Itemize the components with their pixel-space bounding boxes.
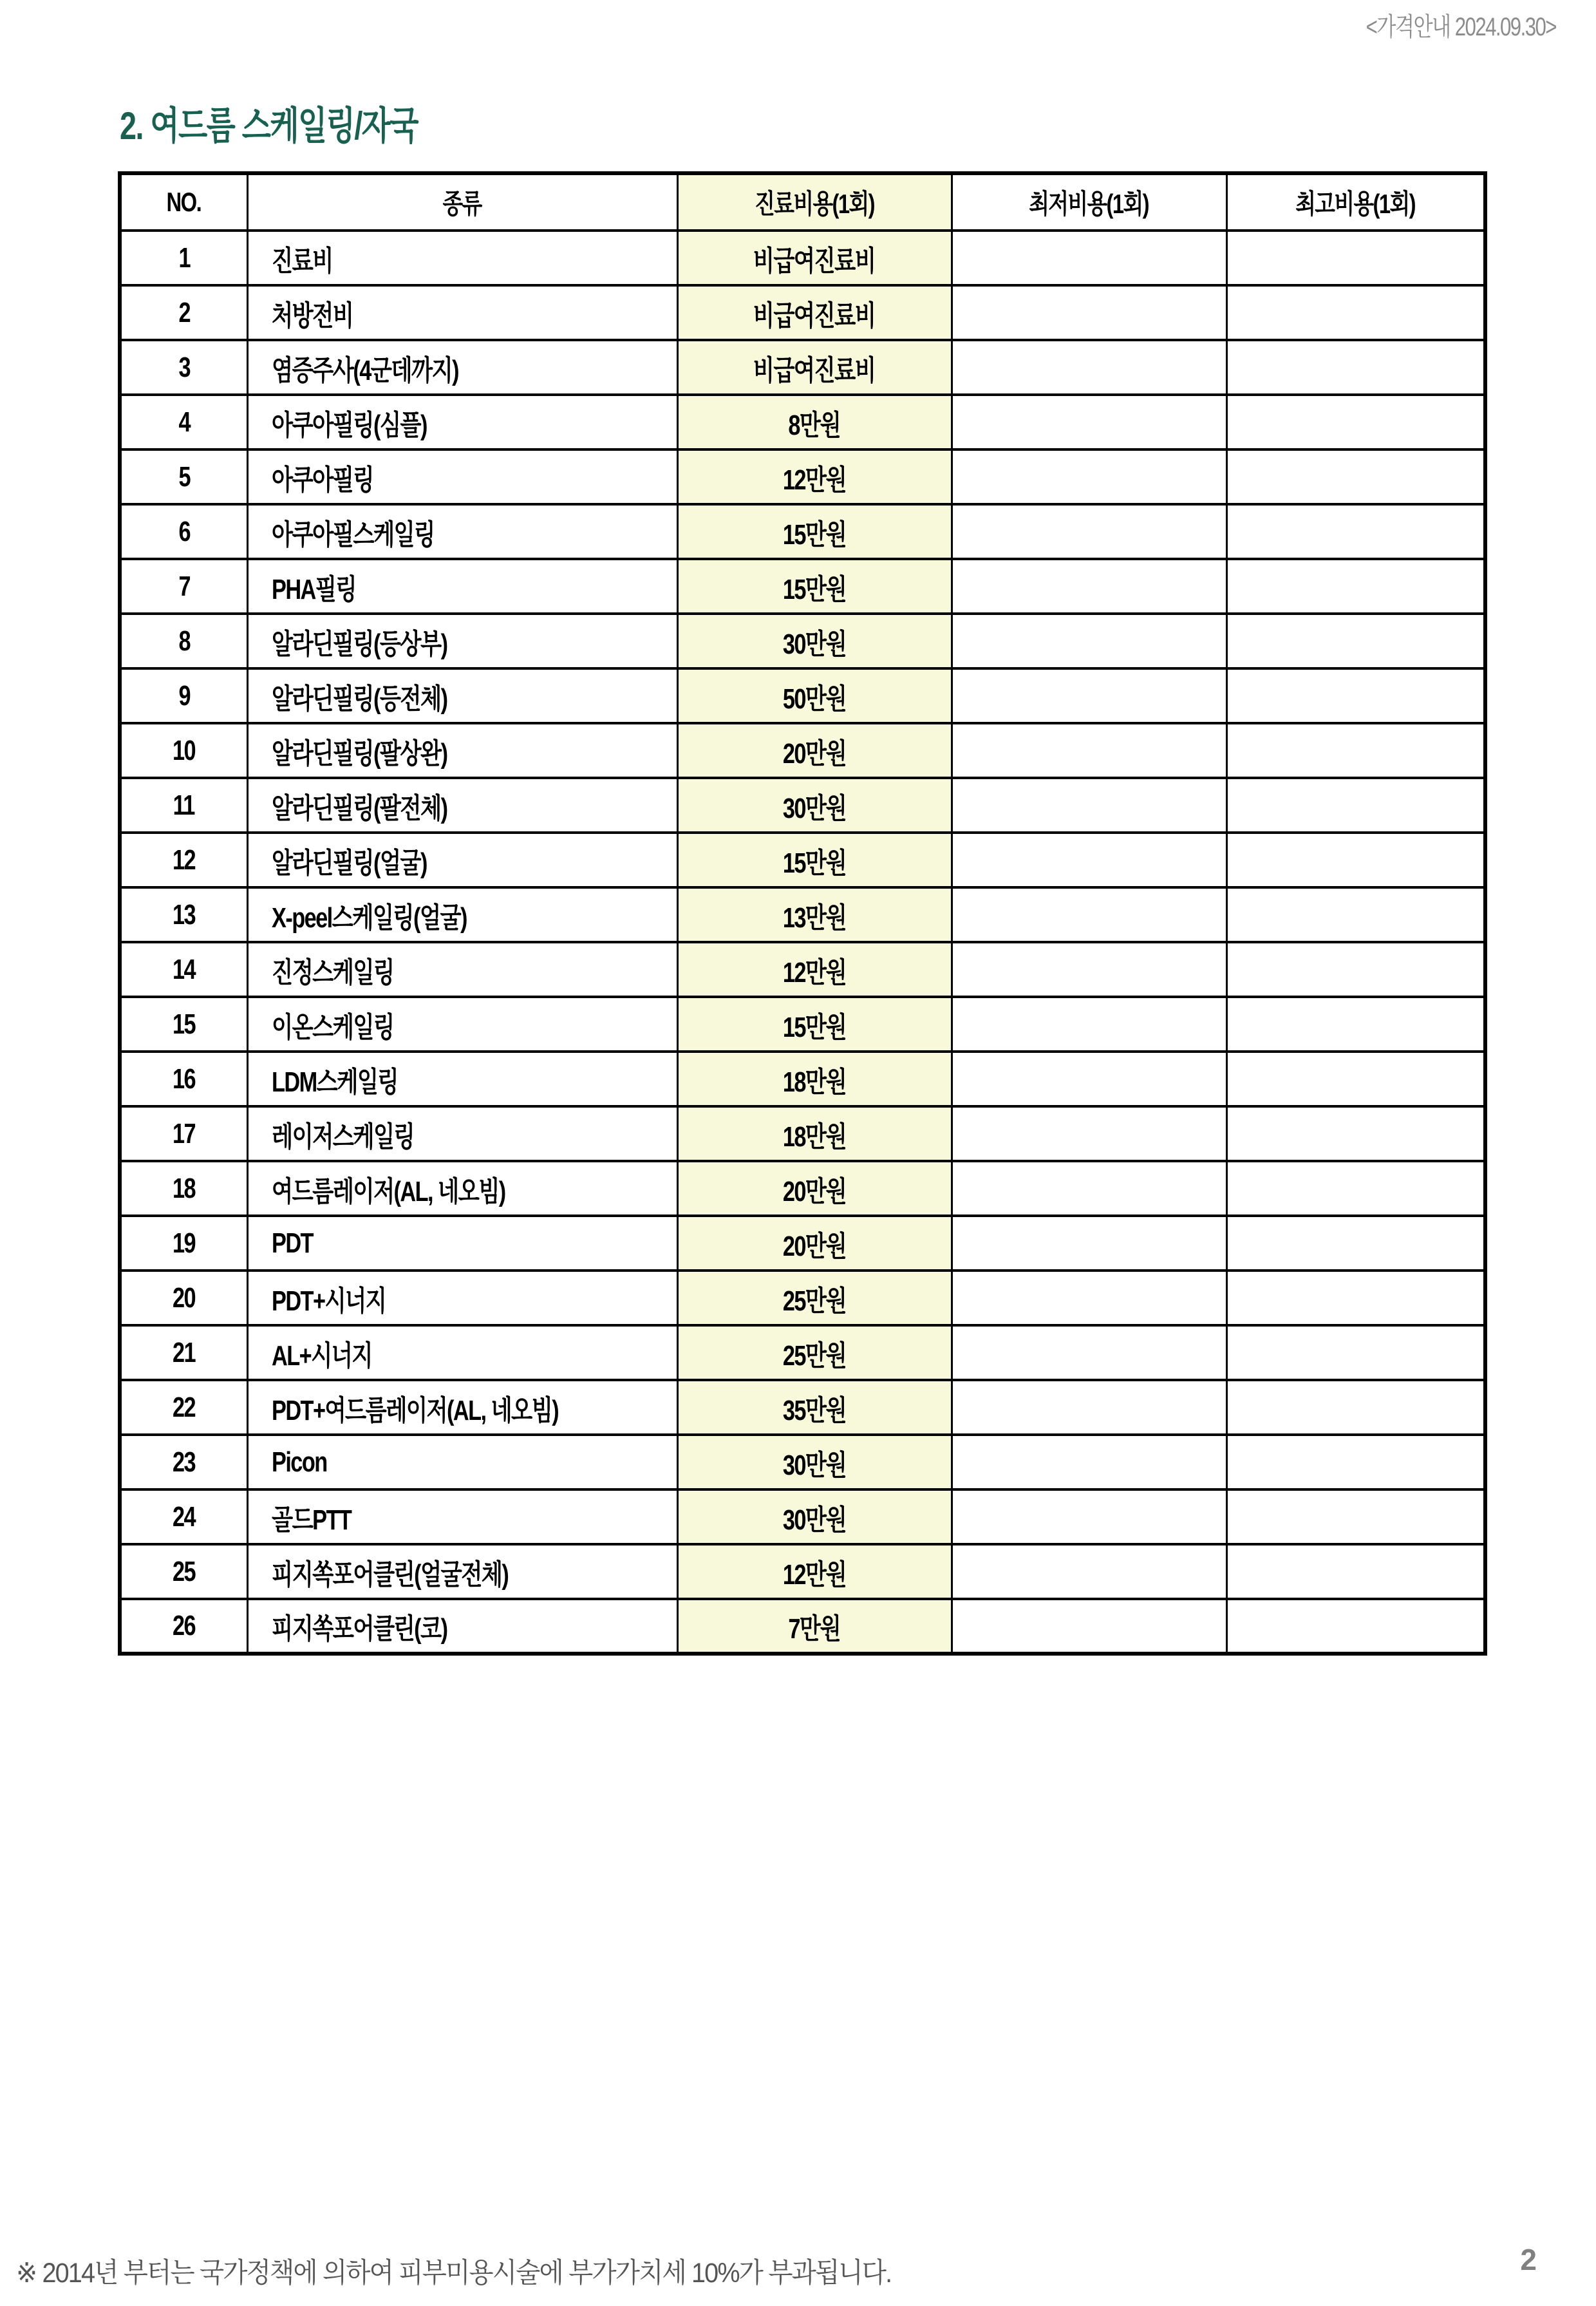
row-number-cell — [120, 231, 247, 285]
table-row — [120, 1052, 1485, 1106]
treatment-cost-cell — [677, 1435, 952, 1489]
row-number: 25 — [173, 1555, 196, 1587]
row-number-cell — [120, 614, 247, 668]
treatment-cost-cell — [677, 340, 952, 395]
row-number: 8 — [178, 625, 190, 657]
treatment-cost-cell — [677, 1544, 952, 1599]
treatment-cost-cell — [677, 285, 952, 340]
max-cost-cell — [1226, 449, 1485, 504]
min-cost-cell — [952, 833, 1226, 887]
treatment-type-cell — [247, 1106, 677, 1161]
treatment-cost: 12만원 — [782, 1558, 847, 1591]
table-row — [120, 504, 1485, 559]
max-cost-cell — [1226, 1052, 1485, 1106]
max-cost-cell — [1226, 231, 1485, 285]
table-row — [120, 1544, 1485, 1599]
treatment-cost-cell — [677, 778, 952, 833]
min-cost-cell — [952, 723, 1226, 778]
treatment-cost: 비급여진료비 — [753, 245, 876, 277]
treatment-type: 진정스케일링 — [271, 956, 394, 988]
treatment-cost-cell — [677, 614, 952, 668]
row-number-cell — [120, 887, 247, 942]
min-cost-cell — [952, 997, 1226, 1052]
treatment-cost: 12만원 — [782, 464, 847, 496]
treatment-type-cell — [247, 1216, 677, 1271]
row-number: 5 — [178, 460, 190, 493]
row-number: 7 — [178, 570, 190, 602]
treatment-type-cell — [247, 1489, 677, 1544]
row-number-cell — [120, 449, 247, 504]
max-cost-cell — [1226, 1599, 1485, 1654]
header-type-cell — [247, 173, 677, 231]
min-cost-cell — [952, 778, 1226, 833]
treatment-cost: 18만원 — [782, 1120, 847, 1153]
row-number-cell — [120, 285, 247, 340]
treatment-type: PDT+여드름레이저(AL, 네오빔) — [271, 1394, 558, 1426]
treatment-type-cell — [247, 614, 677, 668]
treatment-cost-cell — [677, 833, 952, 887]
row-number: 24 — [173, 1500, 196, 1533]
treatment-type-cell — [247, 997, 677, 1052]
treatment-cost-cell — [677, 1271, 952, 1325]
row-number: 1 — [178, 241, 190, 274]
min-cost-cell — [952, 887, 1226, 942]
min-cost-cell — [952, 504, 1226, 559]
treatment-type-cell — [247, 395, 677, 449]
row-number-cell — [120, 1325, 247, 1380]
treatment-type: 알라딘필링(등전체) — [271, 683, 447, 715]
header-max-cost-cell — [1226, 173, 1485, 231]
treatment-type: 아쿠아필스케일링 — [271, 518, 435, 551]
max-cost-cell — [1226, 668, 1485, 723]
min-cost-cell — [952, 285, 1226, 340]
treatment-type-cell — [247, 559, 677, 614]
header-no-cell — [120, 173, 247, 231]
max-cost-cell — [1226, 1380, 1485, 1435]
treatment-type: PDT+시너지 — [271, 1285, 386, 1317]
row-number: 6 — [178, 515, 190, 547]
row-number-cell — [120, 1271, 247, 1325]
table-row — [120, 833, 1485, 887]
header-min-cost-cell — [952, 173, 1226, 231]
treatment-type: 피지쏙포어클린(얼굴전체) — [271, 1558, 508, 1591]
treatment-cost-cell — [677, 668, 952, 723]
row-number: 14 — [173, 953, 196, 985]
row-number-cell — [120, 723, 247, 778]
treatment-type-cell — [247, 1380, 677, 1435]
min-cost-cell — [952, 559, 1226, 614]
treatment-type: 아쿠아필링 — [271, 464, 373, 496]
table-row — [120, 778, 1485, 833]
min-cost-cell — [952, 1380, 1226, 1435]
max-cost-cell — [1226, 285, 1485, 340]
row-number-cell — [120, 997, 247, 1052]
table-row — [120, 1325, 1485, 1380]
price-guide-date-note — [1339, 6, 1583, 43]
table-row — [120, 1271, 1485, 1325]
max-cost-cell — [1226, 1271, 1485, 1325]
max-cost-cell — [1226, 942, 1485, 997]
row-number-cell — [120, 833, 247, 887]
treatment-cost: 비급여진료비 — [753, 354, 876, 386]
min-cost-cell — [952, 340, 1226, 395]
table-row — [120, 1161, 1485, 1216]
treatment-type: X-peel스케일링(얼굴) — [271, 902, 467, 934]
table-row — [120, 559, 1485, 614]
treatment-cost-cell — [677, 559, 952, 614]
row-number-cell — [120, 1106, 247, 1161]
treatment-type-cell — [247, 1599, 677, 1654]
price-table-body — [120, 231, 1485, 1654]
vat-footer-note — [16, 2251, 967, 2291]
treatment-type-cell — [247, 833, 677, 887]
treatment-type-cell — [247, 1052, 677, 1106]
min-cost-cell — [952, 1271, 1226, 1325]
treatment-cost: 15만원 — [782, 518, 847, 551]
max-cost-cell — [1226, 504, 1485, 559]
treatment-type: 알라딘필링(등상부) — [271, 628, 447, 660]
treatment-cost-cell — [677, 231, 952, 285]
table-row — [120, 668, 1485, 723]
max-cost-cell — [1226, 997, 1485, 1052]
header-min-cost: 최저비용(1회) — [1029, 189, 1149, 219]
treatment-type: 염증주사(4군데까지) — [271, 354, 458, 386]
treatment-type-cell — [247, 1544, 677, 1599]
row-number: 20 — [173, 1281, 196, 1314]
table-row — [120, 1216, 1485, 1271]
treatment-type: 알라딘필링(얼굴) — [271, 847, 427, 879]
row-number-cell — [120, 1216, 247, 1271]
price-table — [118, 171, 1487, 1656]
min-cost-cell — [952, 1052, 1226, 1106]
table-row — [120, 340, 1485, 395]
row-number-cell — [120, 1052, 247, 1106]
row-number-cell — [120, 504, 247, 559]
treatment-type-cell — [247, 285, 677, 340]
table-row — [120, 942, 1485, 997]
row-number-cell — [120, 1544, 247, 1599]
treatment-cost: 20만원 — [782, 1230, 847, 1262]
treatment-type: 처방전비 — [271, 299, 353, 332]
min-cost-cell — [952, 1161, 1226, 1216]
table-row — [120, 1106, 1485, 1161]
max-cost-cell — [1226, 559, 1485, 614]
header-row — [120, 173, 1485, 231]
table-row — [120, 285, 1485, 340]
max-cost-cell — [1226, 1161, 1485, 1216]
treatment-cost: 15만원 — [782, 1011, 847, 1043]
min-cost-cell — [952, 1489, 1226, 1544]
treatment-cost-cell — [677, 1380, 952, 1435]
treatment-type-cell — [247, 942, 677, 997]
row-number: 18 — [173, 1172, 196, 1204]
treatment-type-cell — [247, 1325, 677, 1380]
treatment-type-cell — [247, 668, 677, 723]
row-number: 17 — [173, 1117, 196, 1149]
table-row — [120, 231, 1485, 285]
treatment-cost-cell — [677, 997, 952, 1052]
row-number: 19 — [173, 1227, 196, 1259]
treatment-cost: 12만원 — [782, 956, 847, 988]
treatment-cost-cell — [677, 504, 952, 559]
treatment-cost: 35만원 — [782, 1394, 847, 1426]
treatment-type: Picon — [271, 1446, 327, 1478]
page-title — [120, 95, 502, 151]
vat-footer-text: ※ 2014년 부터는 국가정책에 의하여 피부미용시술에 부가가치세 10%가 부과됩니다. — [16, 2258, 892, 2289]
treatment-type-cell — [247, 340, 677, 395]
treatment-cost: 25만원 — [782, 1285, 847, 1317]
table-row — [120, 1599, 1485, 1654]
treatment-type: LDM스케일링 — [271, 1066, 398, 1098]
treatment-type: 알라딘필링(팔상완) — [271, 737, 447, 770]
min-cost-cell — [952, 231, 1226, 285]
max-cost-cell — [1226, 1544, 1485, 1599]
row-number: 3 — [178, 351, 190, 383]
table-row — [120, 1435, 1485, 1489]
min-cost-cell — [952, 1599, 1226, 1654]
table-row — [120, 723, 1485, 778]
min-cost-cell — [952, 1435, 1226, 1489]
row-number-cell — [120, 778, 247, 833]
row-number: 12 — [173, 844, 196, 876]
row-number-cell — [120, 1435, 247, 1489]
treatment-cost: 30만원 — [782, 628, 847, 660]
min-cost-cell — [952, 942, 1226, 997]
min-cost-cell — [952, 395, 1226, 449]
page-number: 2 — [1520, 2243, 1537, 2276]
min-cost-cell — [952, 1544, 1226, 1599]
page-title-text: 2. 여드름 스케일링/자국 — [120, 104, 418, 147]
min-cost-cell — [952, 449, 1226, 504]
treatment-cost: 18만원 — [782, 1066, 847, 1098]
treatment-cost-cell — [677, 1161, 952, 1216]
price-guide-date-text: <가격안내 2024.09.30> — [1366, 13, 1557, 41]
treatment-cost: 비급여진료비 — [753, 299, 876, 332]
row-number-cell — [120, 395, 247, 449]
row-number: 4 — [178, 406, 190, 438]
treatment-cost: 30만원 — [782, 792, 847, 824]
max-cost-cell — [1226, 723, 1485, 778]
row-number-cell — [120, 559, 247, 614]
price-table-header — [120, 173, 1485, 231]
row-number-cell — [120, 942, 247, 997]
treatment-type-cell — [247, 778, 677, 833]
treatment-cost: 15만원 — [782, 573, 847, 605]
min-cost-cell — [952, 668, 1226, 723]
row-number: 15 — [173, 1008, 196, 1040]
header-cost-cell — [677, 173, 952, 231]
header-cost: 진료비용(1회) — [755, 189, 874, 219]
treatment-cost-cell — [677, 1216, 952, 1271]
treatment-type: 진료비 — [271, 245, 333, 277]
min-cost-cell — [952, 1325, 1226, 1380]
treatment-cost-cell — [677, 942, 952, 997]
max-cost-cell — [1226, 1489, 1485, 1544]
row-number: 22 — [173, 1391, 196, 1423]
table-row — [120, 395, 1485, 449]
max-cost-cell — [1226, 614, 1485, 668]
treatment-cost-cell — [677, 449, 952, 504]
treatment-cost: 13만원 — [782, 902, 847, 934]
row-number-cell — [120, 340, 247, 395]
table-row — [120, 449, 1485, 504]
table-row — [120, 614, 1485, 668]
row-number: 21 — [173, 1336, 196, 1368]
treatment-cost: 8만원 — [788, 409, 841, 441]
treatment-type: 골드PTT — [271, 1504, 351, 1536]
min-cost-cell — [952, 1106, 1226, 1161]
treatment-cost: 7만원 — [788, 1613, 841, 1645]
header-max-cost: 최고비용(1회) — [1295, 189, 1416, 219]
row-number: 13 — [173, 898, 196, 931]
row-number: 2 — [178, 296, 190, 328]
max-cost-cell — [1226, 340, 1485, 395]
treatment-cost: 30만원 — [782, 1449, 847, 1481]
treatment-cost-cell — [677, 1325, 952, 1380]
row-number-cell — [120, 1599, 247, 1654]
treatment-type-cell — [247, 504, 677, 559]
max-cost-cell — [1226, 778, 1485, 833]
max-cost-cell — [1226, 395, 1485, 449]
treatment-cost-cell — [677, 1489, 952, 1544]
treatment-type-cell — [247, 1271, 677, 1325]
treatment-type: 레이저스케일링 — [271, 1120, 414, 1153]
treatment-type-cell — [247, 1435, 677, 1489]
treatment-type: 아쿠아필링(심플) — [271, 409, 427, 441]
treatment-cost-cell — [677, 887, 952, 942]
row-number: 9 — [178, 679, 190, 712]
treatment-cost: 25만원 — [782, 1339, 847, 1372]
treatment-cost: 50만원 — [782, 683, 847, 715]
treatment-cost: 20만원 — [782, 737, 847, 770]
row-number-cell — [120, 1380, 247, 1435]
treatment-type-cell — [247, 449, 677, 504]
treatment-cost: 20만원 — [782, 1175, 847, 1207]
table-row — [120, 1489, 1485, 1544]
treatment-type: PHA필링 — [271, 573, 356, 605]
treatment-type-cell — [247, 887, 677, 942]
treatment-type-cell — [247, 723, 677, 778]
treatment-type-cell — [247, 1161, 677, 1216]
treatment-cost-cell — [677, 723, 952, 778]
table-row — [120, 997, 1485, 1052]
min-cost-cell — [952, 614, 1226, 668]
treatment-cost: 15만원 — [782, 847, 847, 879]
treatment-type-cell — [247, 231, 677, 285]
treatment-type: 이온스케일링 — [271, 1011, 394, 1043]
row-number-cell — [120, 668, 247, 723]
row-number: 16 — [173, 1063, 196, 1095]
treatment-cost-cell — [677, 395, 952, 449]
row-number: 11 — [173, 789, 195, 821]
treatment-type: AL+시너지 — [271, 1339, 372, 1372]
treatment-type: 알라딘필링(팔전체) — [271, 792, 447, 824]
row-number: 10 — [173, 734, 196, 766]
header-no: NO. — [166, 187, 202, 217]
row-number-cell — [120, 1161, 247, 1216]
max-cost-cell — [1226, 1325, 1485, 1380]
table-row — [120, 887, 1485, 942]
treatment-cost-cell — [677, 1052, 952, 1106]
max-cost-cell — [1226, 833, 1485, 887]
max-cost-cell — [1226, 1435, 1485, 1489]
row-number: 26 — [173, 1610, 196, 1641]
max-cost-cell — [1226, 1216, 1485, 1271]
treatment-cost-cell — [677, 1106, 952, 1161]
treatment-cost: 30만원 — [782, 1504, 847, 1536]
table-row — [120, 1380, 1485, 1435]
row-number-cell — [120, 1489, 247, 1544]
header-type: 종류 — [442, 189, 482, 219]
min-cost-cell — [952, 1216, 1226, 1271]
treatment-type: 여드름레이저(AL, 네오빔) — [271, 1175, 505, 1207]
treatment-type: 피지쏙포어클린(코) — [271, 1613, 447, 1645]
max-cost-cell — [1226, 887, 1485, 942]
row-number: 23 — [173, 1446, 196, 1478]
treatment-cost-cell — [677, 1599, 952, 1654]
treatment-type: PDT — [271, 1227, 313, 1259]
max-cost-cell — [1226, 1106, 1485, 1161]
